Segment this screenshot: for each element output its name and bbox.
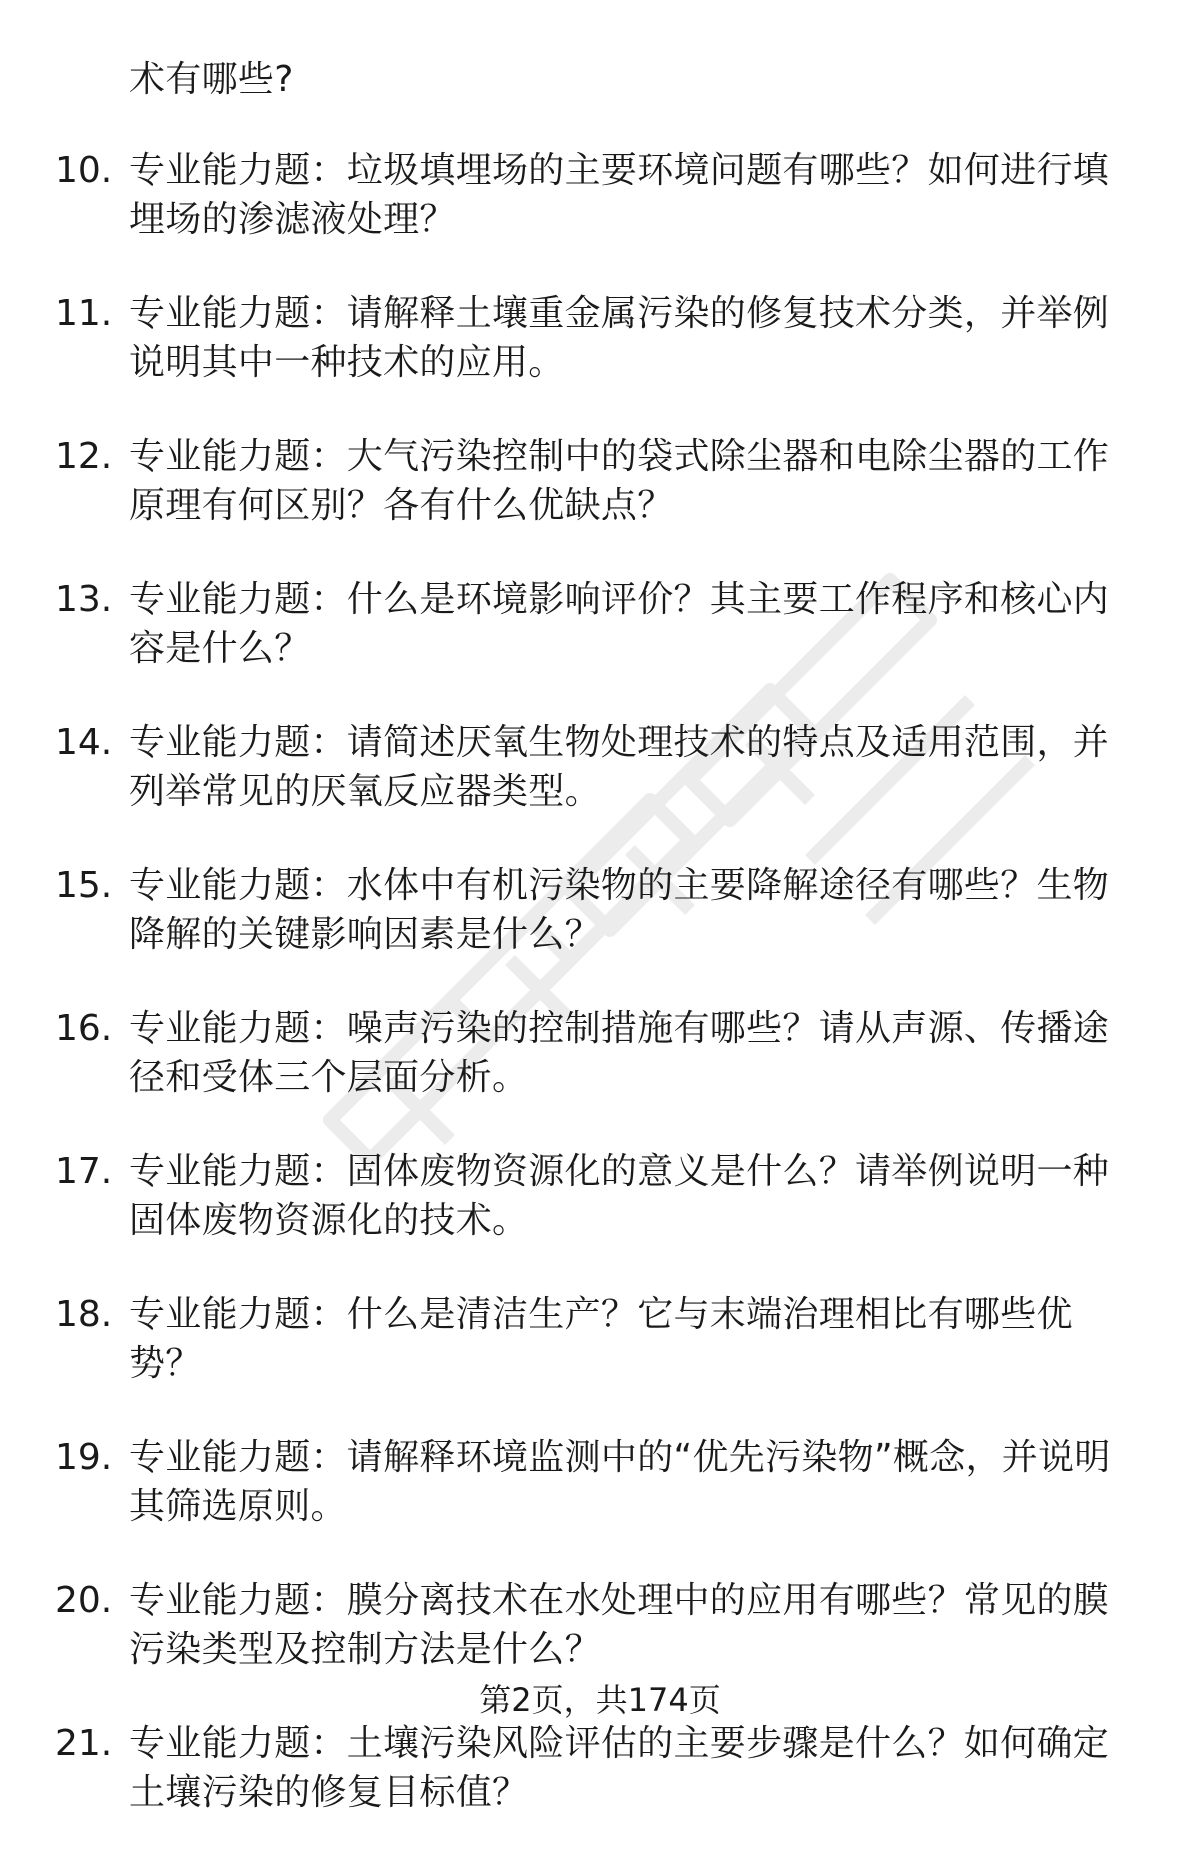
list-number: 20.: [55, 1580, 113, 1621]
list-item-text: 专业能力题：水体中有机污染物的主要降解途径有哪些？生物降解的关键影响因素是什么？: [129, 865, 1110, 955]
list-item: [55, 1290, 1155, 1388]
list-number: 17.: [55, 1151, 113, 1192]
page-footer: [0, 1678, 1200, 1722]
list-item: [55, 575, 1155, 673]
page-number-label: 第2页，共174页: [479, 1681, 721, 1719]
list-item-text: 专业能力题：大气污染控制中的袋式除尘器和电除尘器的工作原理有何区别？各有什么优缺点？: [129, 436, 1110, 526]
list-item: [55, 1719, 1155, 1817]
list-item-text: 专业能力题：请简述厌氧生物处理技术的特点及适用范围，并列举常见的厌氧反应器类型。: [129, 722, 1110, 812]
list-item: [55, 1433, 1155, 1531]
list-item-text: 专业能力题：膜分离技术在水处理中的应用有哪些？常见的膜污染类型及控制方法是什么？: [129, 1580, 1110, 1670]
list-item-text: 专业能力题：垃圾填埋场的主要环境问题有哪些？如何进行填埋场的渗滤液处理？: [129, 150, 1110, 240]
list-item-text: 专业能力题：请解释土壤重金属污染的修复技术分类，并举例说明其中一种技术的应用。: [129, 293, 1110, 383]
list-number: 18.: [55, 1294, 113, 1335]
list-item: [55, 1576, 1155, 1674]
list-item: [55, 289, 1155, 387]
list-item-text: 专业能力题：固体废物资源化的意义是什么？请举例说明一种固体废物资源化的技术。: [129, 1151, 1110, 1241]
list-item-text: 术有哪些?: [129, 59, 294, 100]
question-list: [55, 55, 1155, 1862]
list-item-text: 专业能力题：噪声污染的控制措施有哪些？请从声源、传播途径和受体三个层面分析。: [129, 1008, 1110, 1098]
list-item: [55, 861, 1155, 959]
list-item-text: 专业能力题：什么是清洁生产？它与末端治理相比有哪些优势？: [129, 1294, 1073, 1384]
list-number: 13.: [55, 579, 113, 620]
list-item: [55, 1147, 1155, 1245]
list-number: 19.: [55, 1437, 113, 1478]
list-item: [55, 1004, 1155, 1102]
list-item-text: 专业能力题：什么是环境影响评价？其主要工作程序和核心内容是什么？: [129, 579, 1110, 669]
list-item-text: 专业能力题：请解释环境监测中的“优先污染物”概念，并说明其筛选原则。: [129, 1437, 1111, 1527]
list-item: [55, 146, 1155, 244]
list-item-text: 专业能力题：土壤污染风险评估的主要步骤是什么？如何确定土壤污染的修复目标值？: [129, 1723, 1110, 1813]
list-number: 12.: [55, 436, 113, 477]
list-number: 10.: [55, 150, 113, 191]
list-number: 16.: [55, 1008, 113, 1049]
list-item-continuation: [55, 55, 1155, 104]
list-item: [55, 718, 1155, 816]
list-number: 15.: [55, 865, 113, 906]
list-number: 11.: [55, 293, 113, 334]
list-item: [55, 432, 1155, 530]
list-number: 14.: [55, 722, 113, 763]
list-number: 21.: [55, 1723, 113, 1764]
